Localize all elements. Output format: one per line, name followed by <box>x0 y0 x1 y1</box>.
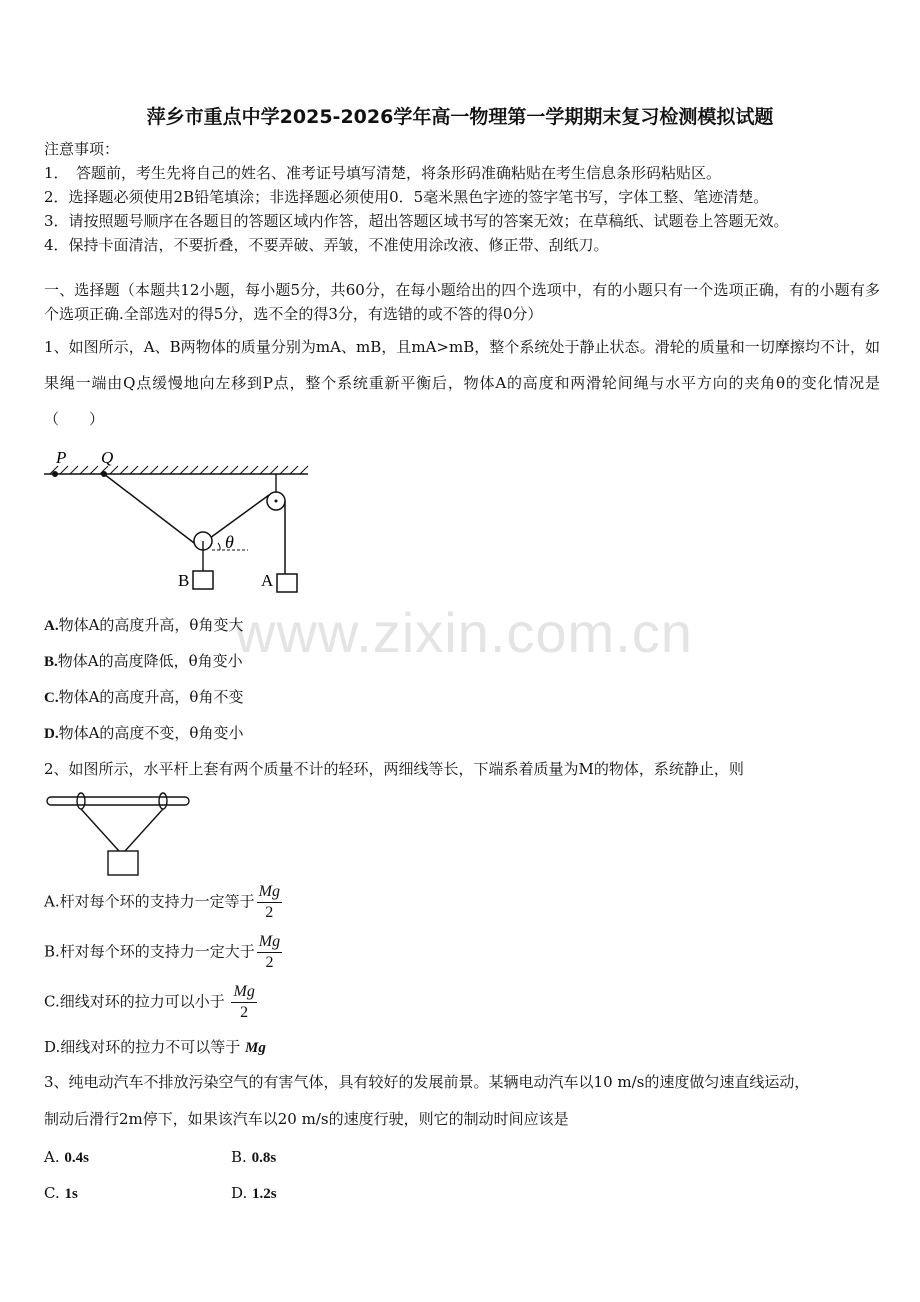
q3-option-b[interactable]: B. 0.8s <box>231 1148 277 1166</box>
point-p <box>52 471 58 477</box>
block-a <box>277 574 297 592</box>
q3-option-d[interactable]: D. 1.2s <box>231 1184 277 1202</box>
notice-item: 3．请按照题号顺序在各题目的答题区域内作答，超出答题区域书写的答案无效；在草稿纸、试题卷上答题无效。 <box>44 212 789 230</box>
notice-item: 4．保持卡面清洁，不要折叠，不要弄破、弄皱，不准使用涂改液、修正带、刮纸刀。 <box>44 236 609 254</box>
notice-item: 1． 答题前，考生先将自己的姓名、准考证号填写清楚，将条形码准确粘贴在考生信息条形码粘贴区。 <box>44 164 722 182</box>
notice-heading: 注意事项： <box>44 140 120 158</box>
label-b: B <box>178 571 190 590</box>
label-q: Q <box>101 448 114 467</box>
q1-option-a[interactable]: A.物体A的高度升高，θ角变大 <box>44 616 244 634</box>
label-a: A <box>261 571 274 590</box>
string-left <box>81 809 119 851</box>
question-2-figure <box>44 788 194 882</box>
q2-option-b[interactable]: B.杆对每个环的支持力一定大于 $\frac{Mg}{2}$ <box>44 933 281 971</box>
notice-item: 2．选择题必须使用2B铅笔填涂；非选择题必须使用0．5毫米黑色字迹的签字笔书写，字体工整、笔迹清楚。 <box>44 188 769 206</box>
mass-block <box>108 851 138 875</box>
question-2-text: 2、如图所示，水平杆上套有两个质量不计的轻环，两细线等长，下端系着质量为M的物体，系统静止，则 <box>44 760 744 778</box>
rope-q <box>104 474 198 546</box>
q2-option-a[interactable]: A.杆对每个环的支持力一定等于 $\frac{Mg}{2}$ <box>44 883 280 921</box>
q2-option-d[interactable]: D.细线对环的拉力不可以等于 Mg <box>44 1038 266 1056</box>
q3-option-a[interactable]: A. 0.4s <box>44 1148 89 1166</box>
rope-middle <box>210 495 269 538</box>
watermark: www.zixin.com.cn <box>235 601 693 664</box>
string-right <box>125 809 163 851</box>
q1-option-c[interactable]: C.物体A的高度升高，θ角不变 <box>44 688 244 706</box>
q3-option-c[interactable]: C. 1s <box>44 1184 78 1202</box>
question-1-figure <box>40 443 320 598</box>
block-b <box>193 571 213 589</box>
label-p: P <box>56 448 67 467</box>
q2-option-c[interactable]: C.细线对环的拉力可以小于 $\frac{Mg}{2}$ <box>44 983 255 1021</box>
question-3-line-1: 3、纯电动汽车不排放污染空气的有害气体，具有较好的发展前景。某辆电动汽车以10 m/s的速度做匀速直线运动， <box>44 1073 810 1091</box>
q1-option-b[interactable]: B.物体A的高度降低，θ角变小 <box>44 652 243 670</box>
page-title: 萍乡市重点中学2025-2026学年高一物理第一学期期末复习检测模拟试题 <box>146 106 774 128</box>
label-theta: θ <box>225 532 234 552</box>
question-3-line-2: 制动后滑行2m停下，如果该汽车以20 m/s的速度行驶，则它的制动时间应该是 <box>44 1110 569 1128</box>
q1-option-d[interactable]: D.物体A的高度不变，θ角变小 <box>44 724 244 742</box>
section-intro: 一、选择题（本题共12小题，每小题5分，共60分，在每小题给出的四个选项中，有的小题只有一个选项正确，有的小题有多个选项正确.全部选对的得5分，选不全的得3分，有选错的或不答的得0分） <box>44 281 880 323</box>
question-1-text: 1、如图所示，A、B两物体的质量分别为mA、mB，且mA>mB，整个系统处于静止状态。滑轮的质量和一切摩擦均不计，如果绳一端由Q点缓慢地向左移到P点，整个系统重新平衡后，物体A的高度和两滑轮间绳与水平方向的夹角θ的变化情况是（ ） <box>44 338 880 428</box>
